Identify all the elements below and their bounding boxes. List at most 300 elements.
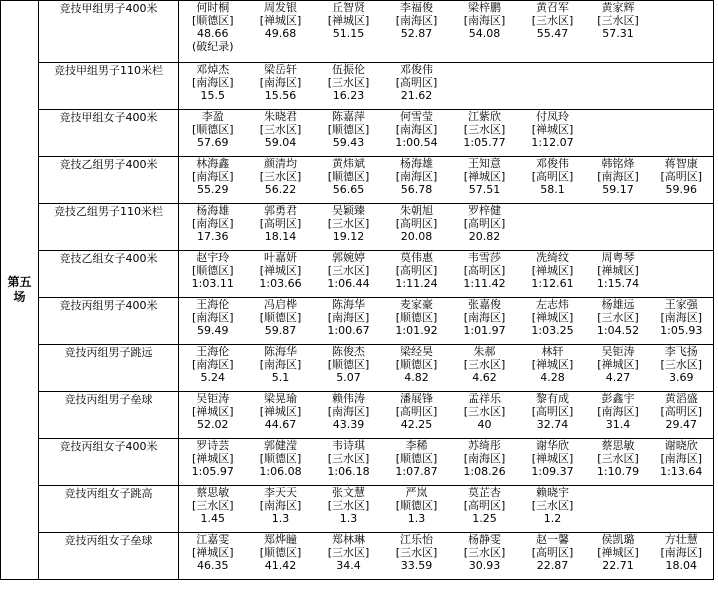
athlete-entry bbox=[383, 63, 451, 102]
event-name: 竞技丙组女子400米 bbox=[39, 439, 179, 486]
athlete-entry bbox=[650, 157, 714, 196]
result-cell bbox=[650, 1, 714, 63]
district-label: [高明区] bbox=[463, 499, 506, 512]
result-cell bbox=[451, 298, 519, 345]
district-label: [禅城区] bbox=[463, 170, 506, 183]
result-cell bbox=[587, 110, 650, 157]
athlete-name: 林轩 bbox=[541, 345, 564, 358]
district-label: [南海区] bbox=[597, 170, 639, 183]
athlete-entry bbox=[519, 298, 587, 337]
athlete-name: 陈俊杰 bbox=[332, 345, 365, 358]
result-cell bbox=[315, 204, 383, 251]
athlete-entry bbox=[451, 157, 519, 196]
result-value: 59.17 bbox=[602, 183, 634, 196]
athlete-name: 郭勇君 bbox=[264, 204, 297, 217]
athlete-entry bbox=[587, 157, 650, 196]
result-value: 4.82 bbox=[404, 371, 429, 384]
event-row bbox=[1, 298, 714, 345]
district-label: [三水区] bbox=[259, 170, 302, 183]
athlete-entry bbox=[519, 486, 587, 525]
athlete-entry bbox=[247, 110, 315, 149]
result-cell bbox=[383, 345, 451, 392]
athlete-name: 吴钜涛 bbox=[196, 392, 230, 405]
event-row bbox=[1, 110, 714, 157]
result-cell bbox=[587, 298, 650, 345]
athlete-entry bbox=[247, 392, 315, 431]
result-cell bbox=[179, 392, 247, 439]
event-name: 竞技乙组男子110米栏 bbox=[39, 204, 179, 251]
result-value: 56.65 bbox=[332, 183, 365, 196]
result-value: 22.87 bbox=[536, 559, 569, 572]
athlete-name: 孟祥乐 bbox=[468, 392, 501, 405]
result-cell bbox=[587, 345, 650, 392]
district-label: [高明区] bbox=[463, 217, 506, 230]
district-label: [三水区] bbox=[660, 358, 703, 371]
district-label: [禅城区] bbox=[327, 14, 370, 27]
athlete-name: 苏绮彤 bbox=[468, 439, 501, 452]
result-cell bbox=[650, 439, 714, 486]
athlete-entry bbox=[315, 157, 383, 196]
result-cell bbox=[519, 157, 587, 204]
result-cell bbox=[247, 251, 315, 298]
result-cell bbox=[315, 1, 383, 63]
athlete-entry bbox=[587, 392, 650, 431]
result-cell bbox=[383, 392, 451, 439]
athlete-entry bbox=[519, 157, 587, 196]
athlete-name: 杨雄远 bbox=[601, 298, 635, 311]
athlete-entry bbox=[383, 1, 451, 40]
result-value: 57.51 bbox=[468, 183, 501, 196]
district-label: [高明区] bbox=[531, 405, 574, 418]
district-label: [高明区] bbox=[531, 170, 574, 183]
athlete-name: 黄炜斌 bbox=[332, 157, 365, 170]
results-body bbox=[1, 1, 714, 580]
result-value: 46.35 bbox=[197, 559, 229, 572]
athlete-name: 赖伟涛 bbox=[332, 392, 365, 405]
result-cell bbox=[451, 204, 519, 251]
athlete-entry bbox=[315, 251, 383, 290]
athlete-name: 梁梓鹏 bbox=[468, 1, 501, 14]
result-value: 4.27 bbox=[605, 371, 631, 384]
athlete-name: 蒋智康 bbox=[664, 157, 698, 170]
district-label: [三水区] bbox=[327, 452, 370, 465]
athlete-name: 王海伦 bbox=[196, 345, 230, 358]
athlete-name: 李天天 bbox=[264, 486, 297, 499]
athlete-entry bbox=[179, 533, 247, 572]
district-label: [三水区] bbox=[463, 358, 506, 371]
result-value: 52.87 bbox=[400, 27, 433, 40]
athlete-entry bbox=[451, 439, 519, 478]
result-value: 1:08.26 bbox=[463, 465, 506, 478]
result-cell bbox=[650, 63, 714, 110]
result-value: 59.04 bbox=[264, 136, 297, 149]
result-cell bbox=[451, 110, 519, 157]
result-cell bbox=[650, 157, 714, 204]
athlete-name: 王海伦 bbox=[196, 298, 230, 311]
athlete-entry bbox=[519, 110, 587, 149]
athlete-entry bbox=[587, 298, 650, 337]
result-value: 42.25 bbox=[400, 418, 433, 431]
athlete-name: 赵宇玲 bbox=[196, 251, 230, 264]
result-value: 1.3 bbox=[271, 512, 290, 525]
result-cell bbox=[179, 251, 247, 298]
result-value: 55.29 bbox=[197, 183, 229, 196]
result-value: 1.45 bbox=[200, 512, 225, 525]
district-label: [南海区] bbox=[660, 452, 703, 465]
result-value: 1.3 bbox=[407, 512, 426, 525]
district-label: [南海区] bbox=[191, 76, 234, 89]
athlete-name: 麦家豪 bbox=[400, 298, 433, 311]
result-cell bbox=[587, 533, 650, 580]
result-value: 29.47 bbox=[665, 418, 697, 431]
athlete-entry bbox=[587, 345, 650, 384]
result-value: 18.14 bbox=[264, 230, 297, 243]
district-label: [禅城区] bbox=[191, 405, 234, 418]
result-cell bbox=[383, 439, 451, 486]
result-value: 1:15.74 bbox=[596, 277, 640, 290]
athlete-entry bbox=[315, 533, 383, 572]
result-cell bbox=[247, 204, 315, 251]
district-label: [顺德区] bbox=[327, 123, 370, 136]
athlete-entry bbox=[650, 298, 714, 337]
athlete-name: 谢华欣 bbox=[536, 439, 569, 452]
district-label: [顺德区] bbox=[191, 264, 234, 277]
result-cell bbox=[650, 251, 714, 298]
result-value: 17.36 bbox=[197, 230, 229, 243]
athlete-entry bbox=[383, 298, 451, 337]
result-cell bbox=[315, 63, 383, 110]
athlete-entry bbox=[451, 298, 519, 337]
athlete-entry bbox=[451, 251, 519, 290]
result-value: 55.47 bbox=[536, 27, 569, 40]
athlete-name: 莫伟惠 bbox=[400, 251, 433, 264]
result-value: 31.4 bbox=[605, 418, 631, 431]
district-label: [南海区] bbox=[660, 311, 703, 324]
result-value: 1:04.52 bbox=[596, 324, 640, 337]
result-cell bbox=[587, 392, 650, 439]
district-label: [南海区] bbox=[463, 14, 506, 27]
result-cell bbox=[247, 110, 315, 157]
result-cell bbox=[247, 1, 315, 63]
district-label: [南海区] bbox=[395, 170, 438, 183]
district-label: [南海区] bbox=[327, 405, 370, 418]
athlete-entry bbox=[451, 533, 519, 572]
district-label: [三水区] bbox=[259, 123, 302, 136]
athlete-entry bbox=[315, 1, 383, 40]
athlete-name: 陈海华 bbox=[264, 345, 297, 358]
district-label: [三水区] bbox=[531, 14, 574, 27]
athlete-entry bbox=[451, 1, 519, 40]
result-cell bbox=[519, 439, 587, 486]
result-cell bbox=[451, 157, 519, 204]
district-label: [禅城区] bbox=[259, 264, 302, 277]
athlete-name: 左志炜 bbox=[536, 298, 569, 311]
athlete-entry bbox=[451, 486, 519, 525]
athlete-entry bbox=[247, 204, 315, 243]
district-label: [三水区] bbox=[327, 217, 370, 230]
result-value: 1:03.11 bbox=[191, 277, 234, 290]
athlete-entry bbox=[315, 392, 383, 431]
district-label: [高明区] bbox=[395, 76, 438, 89]
event-row bbox=[1, 63, 714, 110]
athlete-name: 邓俊伟 bbox=[536, 157, 569, 170]
result-value: 22.71 bbox=[602, 559, 634, 572]
result-cell bbox=[179, 110, 247, 157]
athlete-name: 韦诗琪 bbox=[332, 439, 365, 452]
result-value: 49.68 bbox=[264, 27, 297, 40]
athlete-name: 林海鑫 bbox=[196, 157, 230, 170]
athlete-name: 梁晃瑜 bbox=[264, 392, 297, 405]
result-value: 1:01.92 bbox=[395, 324, 438, 337]
athlete-entry bbox=[383, 204, 451, 243]
result-cell bbox=[587, 251, 650, 298]
district-label: [三水区] bbox=[597, 14, 639, 27]
district-label: [顺德区] bbox=[191, 123, 234, 136]
athlete-entry bbox=[650, 533, 714, 572]
result-value: 19.12 bbox=[332, 230, 365, 243]
result-cell bbox=[179, 1, 247, 63]
result-value: 57.69 bbox=[197, 136, 229, 149]
athlete-name: 颜清均 bbox=[264, 157, 297, 170]
athlete-name: 罗梓健 bbox=[468, 204, 501, 217]
result-cell bbox=[179, 439, 247, 486]
result-value: 1:12.61 bbox=[531, 277, 574, 290]
result-cell bbox=[179, 298, 247, 345]
athlete-name: 张嘉俊 bbox=[468, 298, 501, 311]
athlete-entry bbox=[383, 251, 451, 290]
event-row bbox=[1, 486, 714, 533]
result-value: 1.25 bbox=[472, 512, 497, 525]
athlete-name: 陈海华 bbox=[332, 298, 365, 311]
athlete-entry bbox=[383, 157, 451, 196]
result-note: (破纪录) bbox=[191, 40, 234, 53]
athlete-name: 何雪莹 bbox=[400, 110, 433, 123]
result-value: 1:10.79 bbox=[596, 465, 640, 478]
athlete-entry bbox=[247, 1, 315, 40]
athlete-entry bbox=[519, 439, 587, 478]
athlete-name: 潘展锋 bbox=[400, 392, 433, 405]
athlete-entry bbox=[451, 110, 519, 149]
athlete-entry bbox=[315, 63, 383, 102]
result-cell bbox=[383, 1, 451, 63]
athlete-entry bbox=[247, 486, 315, 525]
result-cell bbox=[650, 486, 714, 533]
result-cell bbox=[519, 392, 587, 439]
result-cell bbox=[247, 345, 315, 392]
district-label: [高明区] bbox=[531, 546, 574, 559]
district-label: [顺德区] bbox=[259, 452, 302, 465]
result-value: 48.66 bbox=[197, 27, 229, 40]
result-value: 16.23 bbox=[332, 89, 365, 102]
result-cell bbox=[315, 157, 383, 204]
athlete-entry bbox=[519, 533, 587, 572]
result-value: 1:01.97 bbox=[463, 324, 506, 337]
result-value: 1:05.77 bbox=[463, 136, 506, 149]
result-value: 15.56 bbox=[264, 89, 297, 102]
result-cell bbox=[587, 157, 650, 204]
result-value: 52.02 bbox=[197, 418, 229, 431]
event-name: 竞技丙组男子垒球 bbox=[39, 392, 179, 439]
district-label: [禅城区] bbox=[597, 358, 639, 371]
athlete-name: 侯凯璐 bbox=[601, 533, 635, 546]
result-cell bbox=[519, 486, 587, 533]
result-cell bbox=[179, 204, 247, 251]
athlete-entry bbox=[247, 157, 315, 196]
result-cell bbox=[179, 157, 247, 204]
result-cell bbox=[247, 157, 315, 204]
athlete-entry bbox=[587, 1, 650, 40]
athlete-name: 付凤玲 bbox=[536, 110, 569, 123]
district-label: [三水区] bbox=[463, 546, 506, 559]
district-label: [顺德区] bbox=[395, 499, 438, 512]
result-cell bbox=[519, 298, 587, 345]
result-cell bbox=[650, 204, 714, 251]
result-cell bbox=[519, 63, 587, 110]
result-value: 1.2 bbox=[543, 512, 562, 525]
result-cell bbox=[179, 486, 247, 533]
athlete-name: 蔡思敏 bbox=[196, 486, 230, 499]
district-label: [南海区] bbox=[191, 170, 234, 183]
athlete-entry bbox=[383, 110, 451, 149]
district-label: [南海区] bbox=[259, 358, 302, 371]
result-cell bbox=[650, 298, 714, 345]
district-label: [顺德区] bbox=[259, 311, 302, 324]
result-value: 1:07.87 bbox=[395, 465, 438, 478]
athlete-name: 彭鑫宇 bbox=[601, 392, 635, 405]
result-value: 30.93 bbox=[468, 559, 501, 572]
result-cell bbox=[179, 345, 247, 392]
athlete-name: 梁岳轩 bbox=[264, 63, 297, 76]
athlete-entry bbox=[383, 392, 451, 431]
result-value: 58.1 bbox=[540, 183, 565, 196]
result-cell bbox=[383, 251, 451, 298]
district-label: [禅城区] bbox=[259, 405, 302, 418]
district-label: [高明区] bbox=[463, 264, 506, 277]
result-cell bbox=[247, 533, 315, 580]
event-name: 竞技丙组女子垒球 bbox=[39, 533, 179, 580]
result-value: 4.62 bbox=[472, 371, 497, 384]
athlete-entry bbox=[451, 204, 519, 243]
athlete-name: 李飞扬 bbox=[664, 345, 698, 358]
athlete-name: 罗诗芸 bbox=[196, 439, 230, 452]
result-cell bbox=[587, 63, 650, 110]
athlete-entry bbox=[247, 533, 315, 572]
result-value: 21.62 bbox=[400, 89, 433, 102]
athlete-entry bbox=[650, 392, 714, 431]
result-value: 59.49 bbox=[197, 324, 229, 337]
result-value: 32.74 bbox=[536, 418, 569, 431]
athlete-name: 张文慧 bbox=[332, 486, 365, 499]
district-label: [三水区] bbox=[597, 452, 639, 465]
athlete-name: 冯启桦 bbox=[264, 298, 297, 311]
result-cell bbox=[451, 1, 519, 63]
district-label: [南海区] bbox=[395, 123, 438, 136]
event-row bbox=[1, 533, 714, 580]
athlete-entry bbox=[247, 63, 315, 102]
event-name: 竞技丙组女子跳高 bbox=[39, 486, 179, 533]
result-cell bbox=[587, 1, 650, 63]
athlete-name: 方壮慧 bbox=[664, 533, 698, 546]
result-cell bbox=[315, 251, 383, 298]
district-label: [高明区] bbox=[395, 217, 438, 230]
district-label: [三水区] bbox=[463, 405, 506, 418]
result-cell bbox=[383, 298, 451, 345]
result-value: 1.3 bbox=[339, 512, 358, 525]
result-cell bbox=[451, 345, 519, 392]
athlete-entry bbox=[179, 1, 247, 53]
district-label: [禅城区] bbox=[531, 452, 574, 465]
district-label: [顺德区] bbox=[395, 311, 438, 324]
event-name: 竞技甲组男子400米 bbox=[39, 1, 179, 63]
district-label: [南海区] bbox=[660, 546, 703, 559]
athlete-entry bbox=[650, 439, 714, 478]
result-cell bbox=[451, 63, 519, 110]
athlete-entry bbox=[315, 486, 383, 525]
athlete-name: 谢晓欣 bbox=[664, 439, 698, 452]
athlete-name: 李盈 bbox=[201, 110, 224, 123]
result-value: 51.15 bbox=[332, 27, 365, 40]
event-row bbox=[1, 345, 714, 392]
athlete-entry bbox=[179, 63, 247, 102]
result-cell bbox=[383, 110, 451, 157]
district-label: [高明区] bbox=[395, 405, 438, 418]
district-label: [禅城区] bbox=[531, 311, 574, 324]
athlete-entry bbox=[247, 345, 315, 384]
athlete-name: 江嘉雯 bbox=[196, 533, 230, 546]
result-cell bbox=[315, 533, 383, 580]
athlete-name: 王知意 bbox=[468, 157, 501, 170]
athlete-entry bbox=[383, 533, 451, 572]
athlete-name: 邓焯杰 bbox=[196, 63, 230, 76]
result-value: 5.24 bbox=[200, 371, 225, 384]
district-label: [顺德区] bbox=[259, 546, 302, 559]
event-row bbox=[1, 157, 714, 204]
event-row bbox=[1, 392, 714, 439]
athlete-name: 何时桐 bbox=[196, 1, 230, 14]
athlete-name: 赵一馨 bbox=[536, 533, 569, 546]
athlete-name: 王家强 bbox=[664, 298, 698, 311]
result-cell bbox=[519, 345, 587, 392]
result-cell bbox=[315, 110, 383, 157]
event-name: 竞技甲组女子400米 bbox=[39, 110, 179, 157]
result-value: 56.22 bbox=[264, 183, 297, 196]
result-value: 54.08 bbox=[468, 27, 501, 40]
athlete-name: 梁经昊 bbox=[400, 345, 433, 358]
result-value: 59.87 bbox=[264, 324, 297, 337]
athlete-name: 郑烨瞳 bbox=[264, 533, 297, 546]
result-cell bbox=[451, 251, 519, 298]
athlete-name: 朱晓君 bbox=[264, 110, 297, 123]
result-cell bbox=[383, 533, 451, 580]
district-label: [高明区] bbox=[259, 217, 302, 230]
athlete-name: 郭婉婷 bbox=[332, 251, 365, 264]
athlete-name: 李福俊 bbox=[400, 1, 433, 14]
result-value: 41.42 bbox=[264, 559, 297, 572]
session-label: 第五场 bbox=[1, 1, 39, 580]
event-name: 竞技乙组女子400米 bbox=[39, 251, 179, 298]
athlete-name: 丘智贤 bbox=[332, 1, 365, 14]
result-cell bbox=[247, 63, 315, 110]
result-cell bbox=[383, 486, 451, 533]
athlete-name: 严岚 bbox=[405, 486, 428, 499]
result-cell bbox=[451, 486, 519, 533]
athlete-entry bbox=[519, 392, 587, 431]
result-value: 1:05.97 bbox=[191, 465, 234, 478]
athlete-entry bbox=[179, 486, 247, 525]
athlete-entry bbox=[247, 251, 315, 290]
result-cell bbox=[519, 110, 587, 157]
district-label: [高明区] bbox=[660, 170, 703, 183]
